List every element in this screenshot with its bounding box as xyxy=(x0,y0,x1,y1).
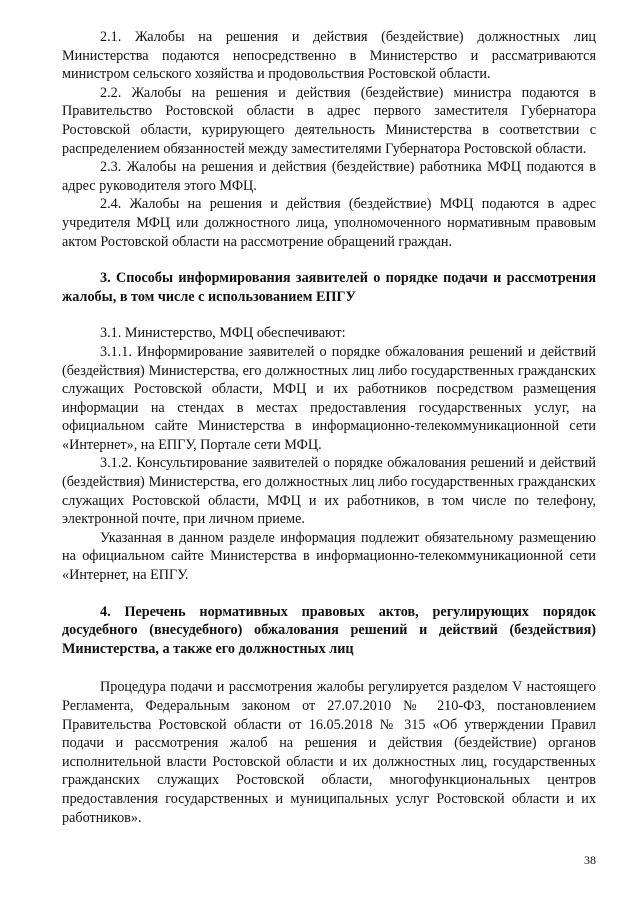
section-3-heading: 3. Способы информирования заявителей о порядке подачи и рассмотрения жалобы, в том числе с использованием ЕПГУ xyxy=(62,270,596,305)
spacer xyxy=(62,306,596,324)
paragraph-2-4: 2.4. Жалобы на решения и действия (бездействие) МФЦ подаются в адрес учредителя МФЦ или должностного лица, уполномоченного нормативным правовым актом Ростовской области на рассмотрение обращений граждан. xyxy=(62,196,596,250)
spacer xyxy=(62,585,596,603)
page-number: 38 xyxy=(584,853,596,867)
paragraph-2-3: 2.3. Жалобы на решения и действия (бездействие) работника МФЦ подаются в адрес руководителя этого МФЦ. xyxy=(62,159,596,194)
paragraph-3-1-1: 3.1.1. Информирование заявителей о порядке обжалования решений и действий (бездействия) Министерства, его должностных лиц либо государственных гражданских служащих Ростовской области, МФЦ и их работников посредством размещения информации на стендах в местах предоставления государственных услуг, на официальном сайте Министерства в информационно-телекоммуникационной сети «Интернет», на ЕПГУ, Портале сети МФЦ. xyxy=(62,343,596,453)
paragraph-2-1: 2.1. Жалобы на решения и действия (бездействие) должностных лиц Министерства подаются непосредственно в Министерство и рассматриваются министром сельского хозяйства и продовольствия Ростовской области. xyxy=(62,29,596,83)
section-4-heading: 4. Перечень нормативных правовых актов, регулирующих порядок досудебного (внесудебного) обжалования решений и действий (бездействия) Министерства, а также его должностных лиц xyxy=(62,603,596,657)
paragraph-3-1-2: 3.1.2. Консультирование заявителей о порядке обжалования решений и действий (бездействия) Министерства, его должностных лиц либо государственных гражданских служащих Ростовской области, МФЦ и их работников, в том числе по телефону, электронной почте, при личном приеме. xyxy=(62,455,596,528)
paragraph-3-1: 3.1. Министерство, МФЦ обеспечивают: xyxy=(100,325,346,342)
spacer xyxy=(62,251,596,269)
paragraph-info-placement: Указанная в данном разделе информация подлежит обязательному размещению на официальном сайте Министерства в информационно-телекоммуникационной сети «Интернет, на ЕПГУ. xyxy=(62,529,596,584)
spacer xyxy=(62,658,596,678)
paragraph-4-procedure: Процедура подачи и рассмотрения жалобы регулируется разделом V настоящего Регламента, Федеральным законом от 27.07.2010 № 210-ФЗ, постановлением Правительства Ростовской области от 16.05.2018 № 315 «Об утверждении Правил подачи и рассмотрения жалоб на решения и действия (бездействие) органов исполнительной власти Ростовской области и их должностных лиц, государственных гражданских служащих Ростовской области, многофункциональных центров предоставления государственных и муниципальных услуг Ростовской области и их работников». xyxy=(62,679,596,826)
paragraph-2-2: 2.2. Жалобы на решения и действия (бездействие) министра подаются в Правительство Ростовской области в адрес первого заместителя Губернатора Ростовской области, курирующего деятельность Министерства в соответствии с распределением обязанностей между заместителями Губернатора Ростовской области. xyxy=(62,84,596,157)
